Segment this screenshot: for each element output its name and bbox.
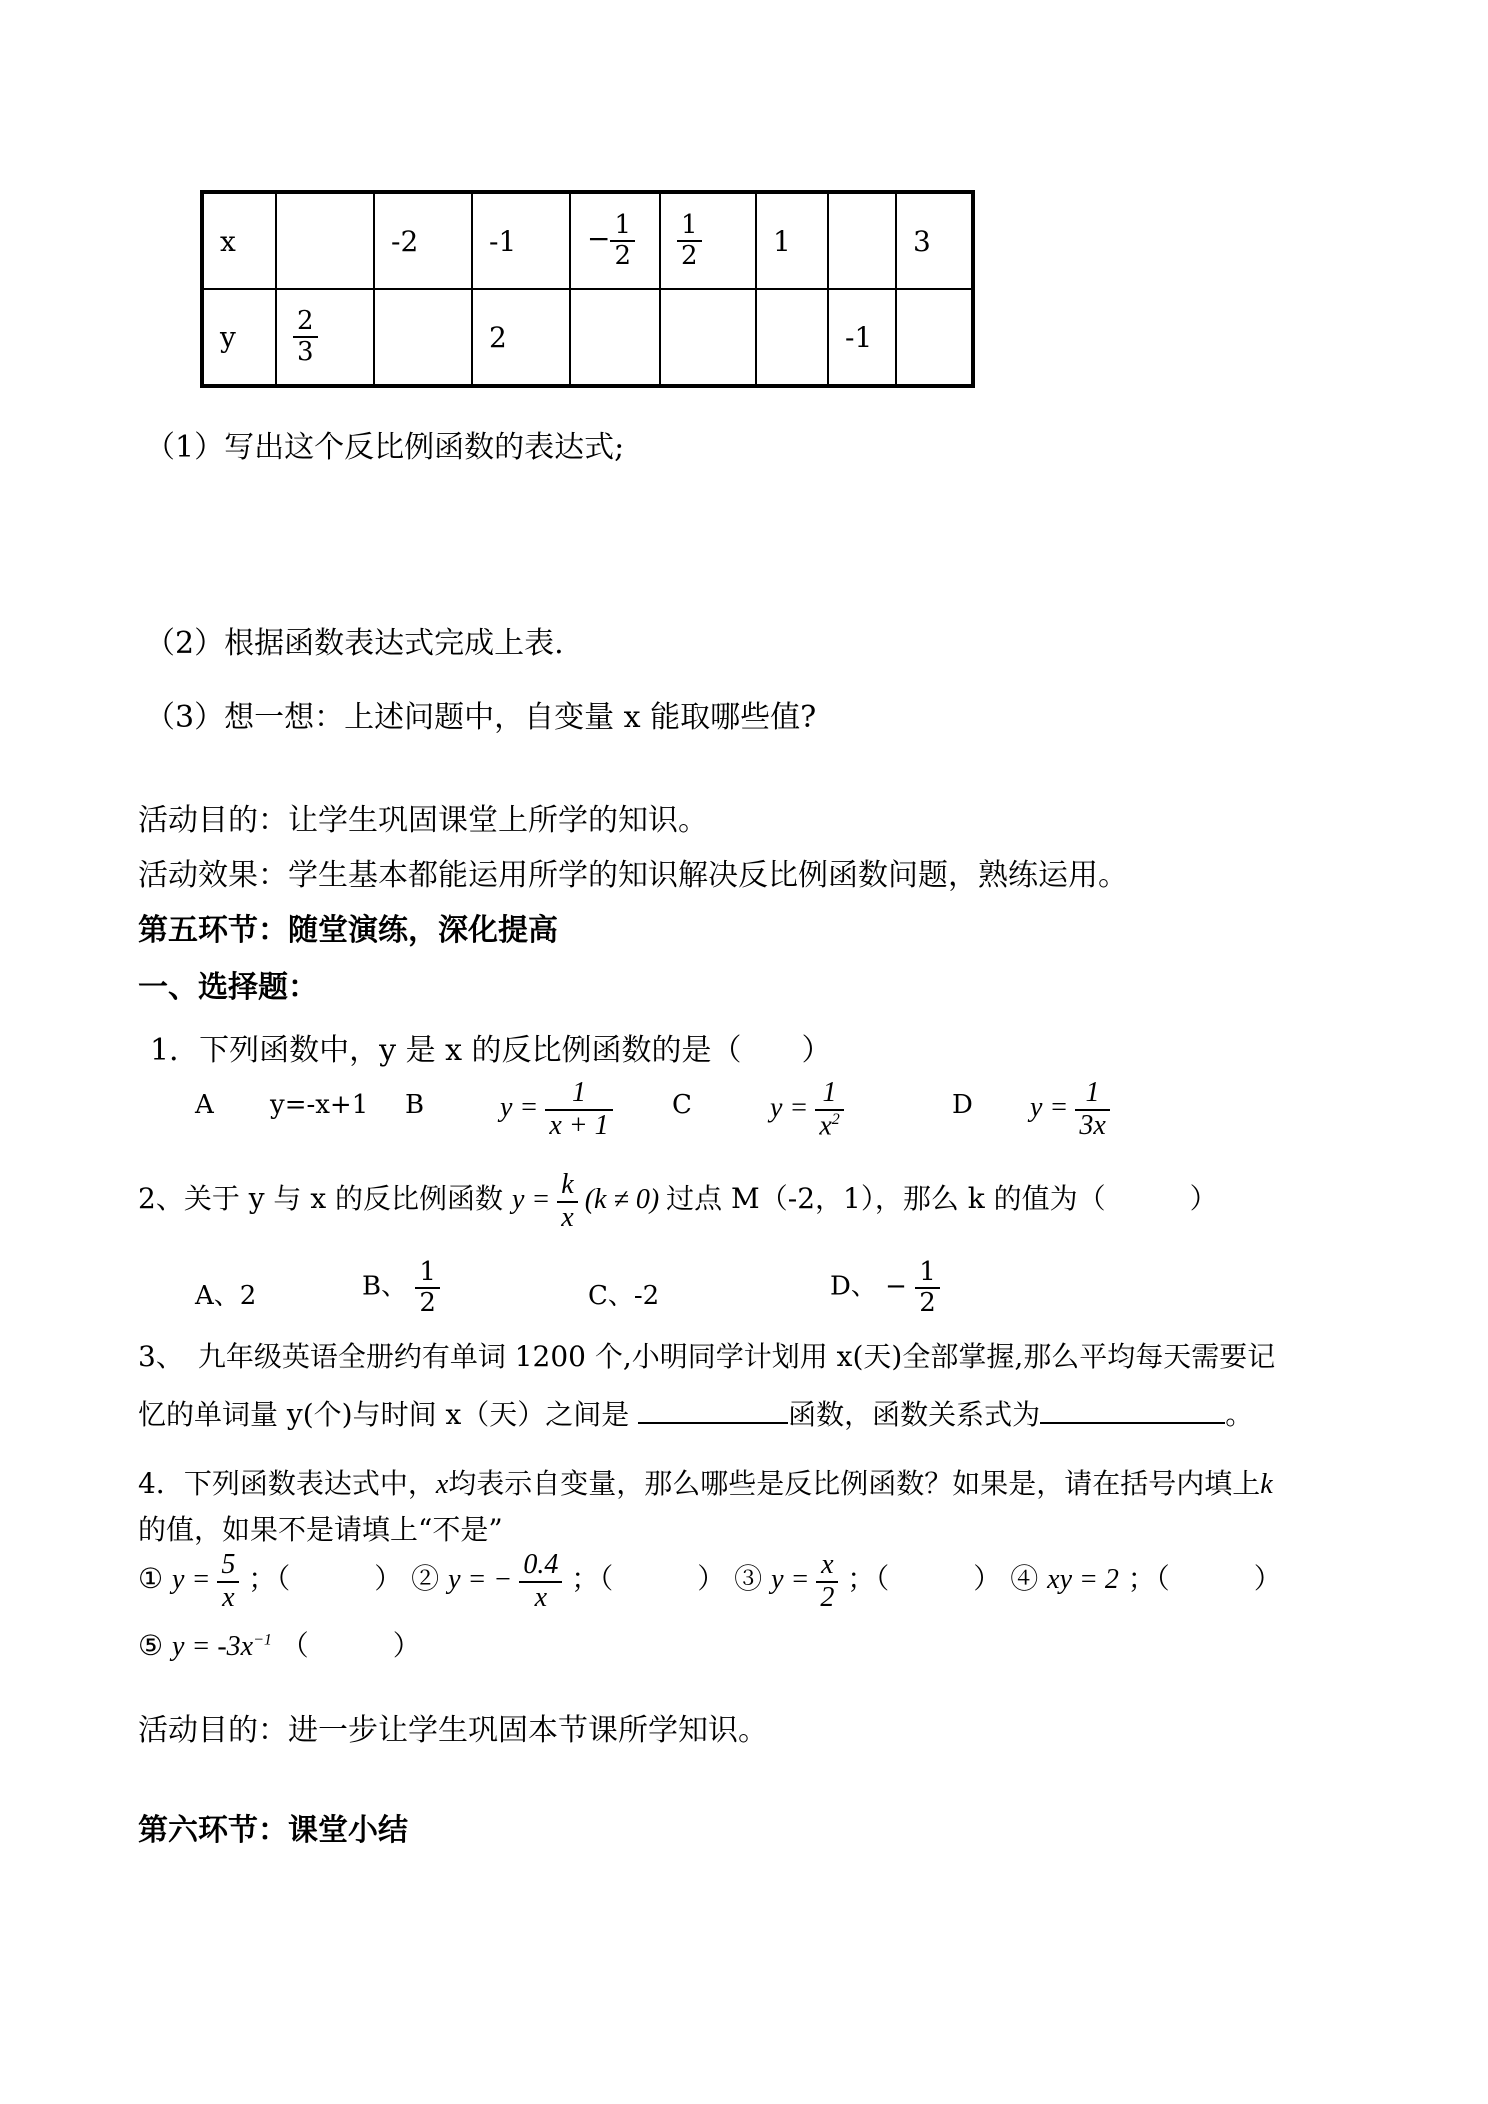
- variable-k: k: [1260, 1469, 1273, 1500]
- mc1-option-d-label: D: [952, 1090, 973, 1120]
- table-cell: [660, 289, 756, 386]
- fraction: [816, 1550, 838, 1614]
- numerator: 1: [919, 1257, 936, 1287]
- formula: [511, 1169, 666, 1233]
- table-row-y: [202, 289, 973, 386]
- denominator: x: [519, 1581, 562, 1614]
- fraction: [677, 211, 702, 270]
- numerator: 5: [221, 1549, 236, 1580]
- text: 函数，函数关系式为: [788, 1398, 1041, 1431]
- table-cell: [570, 289, 660, 386]
- denominator: 2: [677, 240, 702, 271]
- item-marker: ④: [1010, 1562, 1039, 1596]
- activity-effect: 活动效果：学生基本都能运用所学的知识解决反比例函数问题，熟练运用。: [138, 858, 1128, 893]
- mc2-option-b: [362, 1258, 440, 1317]
- mc1-stem: 1．下列函数中，y 是 x 的反比例函数的是（ ）: [150, 1033, 832, 1068]
- exponent: 2: [831, 1110, 840, 1128]
- table-cell: [660, 192, 756, 289]
- activity-purpose: 活动目的：让学生巩固课堂上所学的知识。: [138, 803, 708, 838]
- table-cell: 1: [756, 192, 828, 289]
- answer-bracket[interactable]: ；（ ）: [847, 1562, 1002, 1596]
- activity-purpose-2: 活动目的：进一步让学生巩固本节课所学知识。: [138, 1713, 768, 1748]
- answer-blank[interactable]: [1040, 1422, 1225, 1424]
- item-marker: ①: [138, 1562, 164, 1596]
- mc1-option-b-label: B: [405, 1090, 425, 1120]
- item-marker: ②: [411, 1562, 440, 1596]
- mc1-option-b-formula: [500, 1078, 613, 1142]
- text: 4．下列函数表达式中，: [138, 1467, 436, 1500]
- numerator: x: [821, 1549, 834, 1580]
- q4-items-row: [138, 1550, 1282, 1614]
- table-cell: -1: [828, 289, 896, 386]
- answer-bracket[interactable]: ；（ ）: [571, 1562, 726, 1596]
- section-title: 第五环节：随堂演练，深化提高: [138, 913, 558, 948]
- section-title-6: 第六环节：课堂小结: [138, 1813, 408, 1848]
- table-cell: [374, 289, 472, 386]
- denominator: 2: [816, 1581, 838, 1614]
- minus-sign: −: [587, 222, 611, 256]
- formula-lhs: y =: [1030, 1092, 1069, 1124]
- table-cell: 3: [896, 192, 973, 289]
- condition: (k ≠ 0): [584, 1184, 660, 1216]
- q4-line2: 的值，如果不是请填上“不是”: [138, 1513, 503, 1546]
- fraction: [1075, 1078, 1109, 1142]
- exponent: −1: [253, 1631, 272, 1649]
- fraction: [557, 1170, 577, 1234]
- base: x: [819, 1110, 832, 1142]
- numerator: 0.4: [523, 1549, 559, 1580]
- table-cell: [756, 289, 828, 386]
- denominator: x: [557, 1201, 577, 1234]
- numerator: 1: [419, 1257, 436, 1287]
- denominator: [815, 1109, 843, 1142]
- fraction: [217, 1550, 239, 1614]
- table-cell: -2: [374, 192, 472, 289]
- text: 。: [1225, 1398, 1254, 1431]
- denominator: x + 1: [545, 1109, 612, 1142]
- table-cell: -1: [472, 192, 570, 289]
- answer-bracket[interactable]: ；（ ）: [1127, 1562, 1282, 1596]
- question-3: （3）想一想：上述问题中，自变量 x 能取哪些值?: [145, 700, 817, 735]
- mc2-option-d: [830, 1258, 940, 1317]
- numerator: 1: [614, 210, 632, 241]
- fraction: [519, 1550, 562, 1614]
- formula-lhs: y =: [770, 1092, 809, 1124]
- stem-text: 2、关于 y 与 x 的反比例函数: [138, 1182, 504, 1216]
- table-cell: [570, 192, 660, 289]
- numerator: 1: [822, 1077, 837, 1108]
- mc1-option-c-formula: [770, 1078, 844, 1142]
- fraction: [610, 211, 635, 270]
- numerator: 1: [571, 1077, 586, 1108]
- denominator: x: [217, 1581, 239, 1614]
- mc1-option-a-expr: y=-x+1: [270, 1090, 369, 1120]
- mc1-option-d-formula: [1030, 1078, 1110, 1142]
- question-1: （1）写出这个反比例函数的表达式;: [145, 430, 625, 465]
- stem-text: 过点 M（-2，1），那么 k 的值为（ ）: [666, 1182, 1218, 1216]
- numerator: 1: [681, 210, 698, 241]
- table-row-x: [202, 192, 973, 289]
- mc2-stem: [138, 1170, 1218, 1234]
- fraction: [415, 1258, 440, 1317]
- fraction: [915, 1258, 940, 1317]
- denominator: 2: [915, 1287, 940, 1318]
- formula: xy = 2: [1047, 1564, 1119, 1596]
- formula: [448, 1549, 562, 1613]
- formula-lhs: y =: [172, 1564, 211, 1596]
- numerator: 1: [1085, 1077, 1100, 1108]
- table-cell: [276, 192, 374, 289]
- formula-lhs: y =: [771, 1564, 810, 1596]
- item-marker: ③: [734, 1562, 763, 1596]
- mc1-option-a-label: A: [195, 1090, 214, 1120]
- q4-line1: [138, 1462, 1273, 1502]
- fraction: [815, 1078, 843, 1142]
- numerator: 2: [297, 306, 314, 337]
- table-cell: x: [202, 192, 276, 289]
- denominator: 3x: [1075, 1109, 1109, 1142]
- text: 均表示自变量，那么哪些是反比例函数？如果是，请在括号内填上: [448, 1467, 1261, 1500]
- table-cell: [828, 192, 896, 289]
- table-cell: [276, 289, 374, 386]
- table-cell: y: [202, 289, 276, 386]
- table-cell: 2: [472, 289, 570, 386]
- fraction: [293, 307, 318, 366]
- fraction: [545, 1078, 612, 1142]
- formula-lhs: y = −: [448, 1564, 513, 1596]
- table-cell: [896, 289, 973, 386]
- formula: [771, 1549, 838, 1613]
- formula-body: y = -3x: [172, 1631, 254, 1662]
- text: 忆的单词量 y(个)与时间 x（天）之间是: [138, 1398, 639, 1431]
- item-marker: ⑤: [138, 1629, 164, 1662]
- formula: [172, 1549, 239, 1613]
- q4-item-5: [138, 1624, 421, 1664]
- variable-x: x: [435, 1469, 449, 1500]
- formula: [172, 1631, 272, 1662]
- answer-blank[interactable]: [638, 1422, 788, 1424]
- formula-lhs: y =: [500, 1092, 539, 1124]
- answer-bracket[interactable]: ；（ ）: [248, 1562, 403, 1596]
- q3-line2: [138, 1393, 1253, 1433]
- section-subtitle: 一、选择题：: [138, 970, 318, 1005]
- mc2-option-a: A、2: [195, 1281, 257, 1311]
- denominator: 3: [293, 336, 318, 367]
- option-label: B、: [362, 1271, 408, 1302]
- value-table: [200, 190, 975, 388]
- denominator: 2: [415, 1287, 440, 1318]
- answer-bracket[interactable]: （ ）: [280, 1629, 421, 1662]
- option-label: D、: [830, 1271, 877, 1302]
- minus-sign: −: [885, 1271, 907, 1302]
- question-2: （2）根据函数表达式完成上表.: [145, 626, 564, 661]
- denominator: 2: [610, 240, 635, 271]
- numerator: k: [561, 1169, 574, 1200]
- q3-line1: 3、 九年级英语全册约有单词 1200 个,小明同学计划用 x(天)全部掌握,那么平均每天需要记: [138, 1340, 1276, 1373]
- formula-lhs: y =: [511, 1184, 551, 1216]
- mc1-option-c-label: C: [672, 1090, 692, 1120]
- mc2-option-c: C、-2: [588, 1281, 660, 1311]
